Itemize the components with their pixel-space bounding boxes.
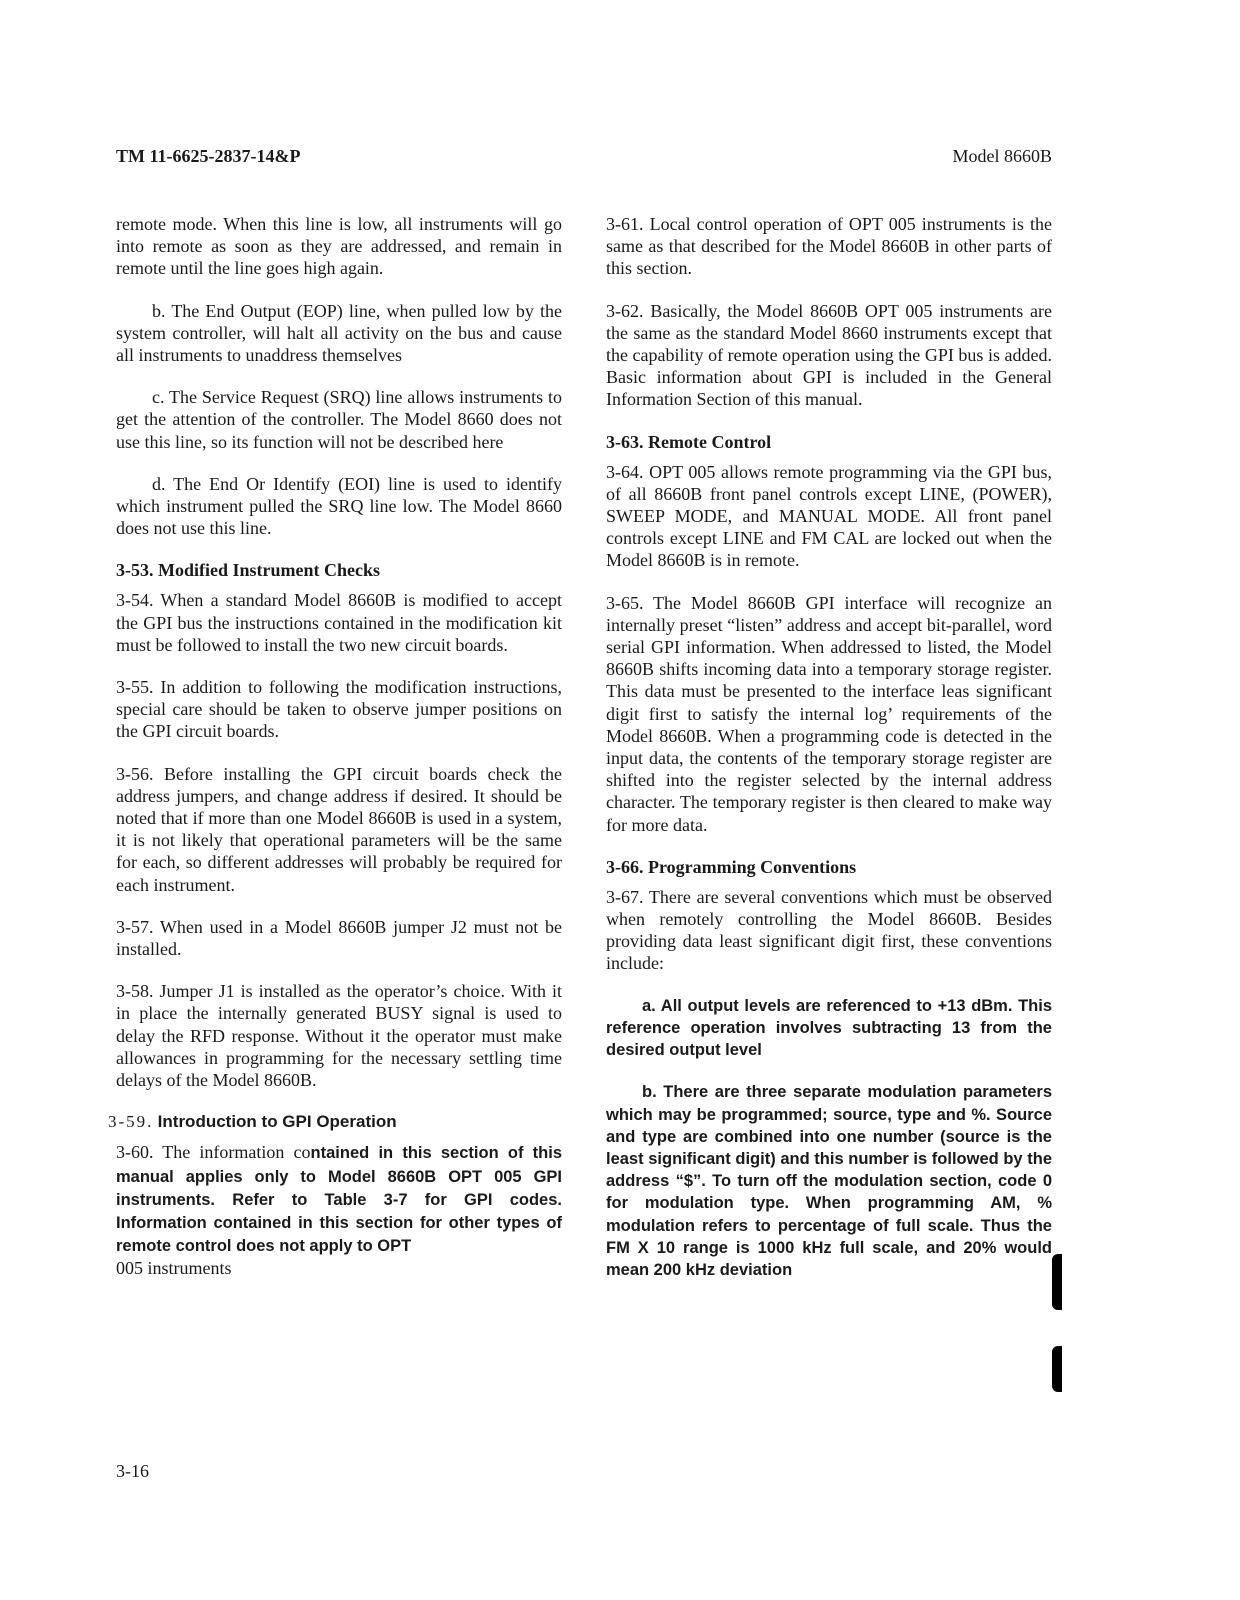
page-number: 3-16 — [116, 1461, 149, 1481]
binding-shadow-mark — [1052, 1346, 1062, 1392]
paragraph-3-62: 3-62. Basically, the Model 8660B OPT 005 instruments are the same as the standard Model 8660 instruments except that the capability of remote operation using the GPI bus is added. Basic information about GPI is included in the General Information Section of this manual. — [606, 300, 1052, 410]
paragraph-3-64: 3-64. OPT 005 allows remote programming via the GPI bus, of all 8660B front panel controls except LINE, (POWER), SWEEP MODE, and MANUAL MODE. All front panel controls except LINE and FM CAL are locked out when the Model 8660B is in remote. — [606, 461, 1052, 571]
paragraph-eoi-line: d. The End Or Identify (EOI) line is used to identify which instrument pulled the SRQ line low. The Model 8660 does not use this line. — [116, 473, 562, 539]
heading-3-59-number: 3-59. — [108, 1112, 154, 1132]
paragraph-3-55: 3-55. In addition to following the modification instructions, special care should be taken to observe jumper positions on the GPI circuit boards. — [116, 677, 562, 742]
paragraph-3-65: 3-65. The Model 8660B GPI interface will recognize an internally preset “listen” address and accept bit-parallel, word serial GPI information. When addressed to listed, the Model 8660B shifts incoming data into a temporary storage register. This data must be presented to the interface leas significant digit first to satisfy the internal log’ requirements of the Model 8660B. When a programming code is detected in the input data, the contents of the temporary storage register are shifted into the register selected by the internal address character. The temporary register is then cleared to make way for more data. — [606, 592, 1052, 835]
right-column — [606, 213, 1052, 1301]
paragraph-3-67: 3-67. There are several conventions which must be observed when remotely controlling the Model 8660B. Besides providing data least significant digit first, these conventions include: — [606, 886, 1052, 974]
heading-3-59-title: Introduction to GPI Operation — [157, 1112, 397, 1132]
paragraph-3-61: 3-61. Local control operation of OPT 005 instruments is the same as that described for the Model 8660B in other parts of this section. — [606, 214, 1052, 279]
page-header — [116, 146, 1052, 172]
heading-3-59 — [108, 1111, 562, 1133]
heading-3-53: 3-53. Modified Instrument Checks — [116, 560, 380, 581]
paragraph-convention-a: a. All output levels are referenced to +13 dBm. This reference operation involves subtracting 13 from the desired output level — [606, 996, 1052, 1060]
paragraph-3-54: 3-54. When a standard Model 8660B is modified to accept the GPI bus the instructions contained in the modification kit must be followed to install the two new circuit boards. — [116, 590, 562, 655]
paragraph-convention-b: b. There are three separate modulation parameters which may be programmed; source, type and %. Source and type are combined into one number (source is the least significant digit) and this number is followed by the address “$”. To turn off the modulation section, code 0 for modulation type. When programming AM, % modulation refers to percentage of full scale. Thus the FM X 10 range is 1000 kHz full scale, and 20% would mean 200 kHz deviation — [606, 1083, 1052, 1279]
paragraph-3-60 — [116, 1141, 562, 1279]
paragraph-remote-mode: remote mode. When this line is low, all instruments will go into remote as soon as they are addressed, and remain in remote until the line goes high again. — [116, 214, 562, 279]
paragraph-3-60-end: 005 instruments — [116, 1258, 232, 1279]
paragraph-3-60-start: 3-60. The information co — [116, 1142, 311, 1163]
model-label: Model 8660B — [952, 146, 1052, 166]
paragraph-3-58: 3-58. Jumper J1 is installed as the operator’s choice. With it in place the internally generated BUSY signal is used to delay the RFD response. Without it the operator must make allowances in programming for the necessary settling time delays of the Model 8660B. — [116, 981, 562, 1091]
binding-shadow-mark — [1052, 1254, 1062, 1310]
paragraph-3-60-bold: ntained in this section of this manual applies only to Model 8660B OPT 005 GPI instruments. Refer to Table 3-7 for GPI codes. Information contained in this section for other types of remote control does not apply to OPT — [116, 1144, 563, 1256]
paragraph-3-57: 3-57. When used in a Model 8660B jumper J2 must not be installed. — [116, 916, 562, 960]
paragraph-eop-line: b. The End Output (EOP) line, when pulled low by the system controller, will halt all activity on the bus and cause all instruments to unaddress themselves — [116, 300, 562, 366]
heading-3-66: 3-66. Programming Conventions — [606, 856, 857, 877]
left-column — [108, 213, 563, 1300]
paragraph-3-56: 3-56. Before installing the GPI circuit boards check the address jumpers, and change address if desired. It should be noted that if more than one Model 8660B is used in a system, it is not likely that operational parameters will be the same for each, so different addresses will probably be required for each instrument. — [116, 763, 562, 895]
heading-3-63: 3-63. Remote Control — [606, 431, 772, 452]
document-id: TM 11-6625-2837-14&P — [116, 146, 301, 166]
paragraph-srq-line: c. The Service Request (SRQ) line allows instruments to get the attention of the controller. The Model 8660 does not use this line, so its function will not be described here — [116, 387, 562, 452]
